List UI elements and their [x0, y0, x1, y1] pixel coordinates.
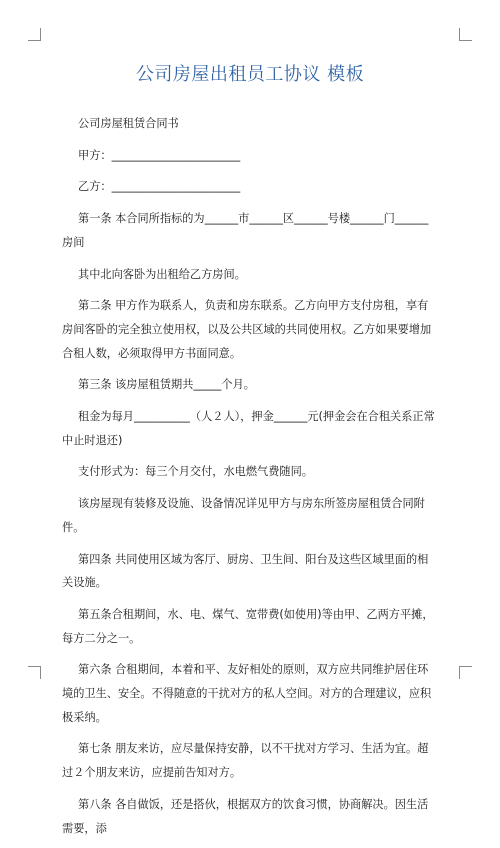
- article-4: 第四条 共同使用区域为客厅、厨房、卫生间、阳台及这些区域里面的相关设施。: [62, 552, 429, 590]
- party-a-line: 甲方：_______________________: [78, 148, 241, 162]
- crop-mark-bottom-right: [459, 666, 472, 679]
- article-8: 第八条 各自做饭，还是搭伙，根据双方的饮食习惯，协商解决。因生活需要，添: [62, 797, 429, 835]
- article-6: 第六条 合租期间，本着和平、友好相处的原则，双方应共同维护居住环境的卫生、安全。不得随意的干扰对方的私人空间。对方的合理建议，应积极采纳。: [62, 663, 432, 724]
- article-3: 第三条 该房屋租赁期共_____个月。: [78, 378, 255, 392]
- article-1: 第一条 本合同所指标的为______市______区______号楼______门______房间: [62, 212, 429, 249]
- payment-method: 支付形式为：每三个月交付，水电燃气费随同。: [78, 465, 313, 479]
- contract-heading: 公司房屋租赁合同书: [78, 117, 179, 130]
- article-7: 第七条 朋友来访，应尽量保持安静，以不干扰对方学习、生活为宜。超过２个朋友来访，应提前告知对方。: [62, 742, 429, 780]
- crop-mark-top-right: [459, 28, 472, 41]
- article-2: 第二条 甲方作为联系人，负责和房东联系。乙方向甲方支付房租，享有房间客卧的完全独立使用权，以及公共区域的共同使用权。乙方如果要增加合租人数，必须取得甲方书面同意。: [62, 299, 432, 360]
- party-b-line: 乙方：_______________________: [78, 180, 241, 194]
- crop-mark-top-left: [28, 28, 41, 41]
- crop-mark-bottom-left: [28, 666, 41, 679]
- article-5: 第五条合租期间，水、电、煤气、宽带费(如使用)等由甲、乙两方平摊，每方二分之一。: [62, 607, 434, 645]
- article-1-room: 其中北向客卧为出租给乙方房间。: [78, 267, 246, 281]
- furnishing-note: 该房屋现有装修及设施、设备情况详见甲方与房东所签房屋租赁合同附件。: [62, 497, 425, 534]
- document-body: [62, 112, 438, 848]
- document-title: 公司房屋出租员工协议 模板: [135, 64, 365, 85]
- rent-deposit: 租金为每月__________（人２人），押金______元(押金会在合租关系正常中止时退还): [62, 410, 435, 447]
